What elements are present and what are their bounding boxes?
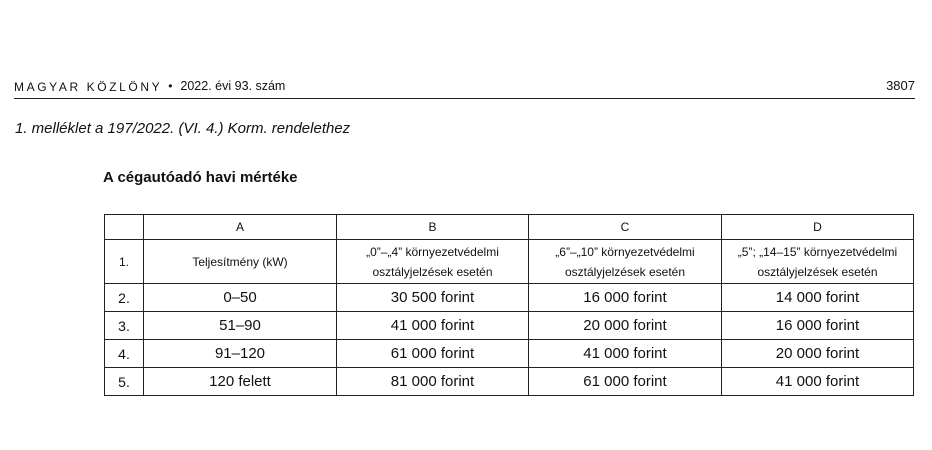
- power-range: 91–120: [144, 340, 337, 368]
- table-title: A cégautóadó havi mértéke: [103, 169, 298, 186]
- power-range: 120 felett: [144, 368, 337, 396]
- annex-label: 1. melléklet a 197/2022. (VI. 4.) Korm. rendelethez: [15, 120, 351, 137]
- rate-class-0-4: 61 000 forint: [337, 340, 529, 368]
- header-class-0-4: [337, 240, 529, 284]
- table-row: [105, 368, 914, 396]
- publication-name: MAGYAR KÖZLÖNY: [14, 80, 163, 94]
- column-letter-b: B: [337, 215, 529, 240]
- issue-label: 2022. évi 93. szám: [180, 79, 286, 93]
- header-power: Teljesítmény (kW): [144, 240, 337, 284]
- rates-table: [104, 214, 914, 396]
- header-class-5-14-15: [722, 240, 914, 284]
- header-bullet: •: [168, 79, 173, 93]
- power-range: 0–50: [144, 284, 337, 312]
- row-number: 5.: [105, 368, 144, 396]
- rate-class-6-10: 16 000 forint: [529, 284, 722, 312]
- header-line: osztályjelzések esetén: [757, 264, 878, 279]
- header-line: „6”–„10” környezetvédelmi: [555, 244, 695, 259]
- header-line: „5”; „14–15” környezetvédelmi: [737, 244, 898, 259]
- row-number: 2.: [105, 284, 144, 312]
- row-number: 3.: [105, 312, 144, 340]
- rate-class-5-14-15: 20 000 forint: [722, 340, 914, 368]
- rate-class-6-10: 20 000 forint: [529, 312, 722, 340]
- table-row: [105, 284, 914, 312]
- rate-class-6-10: 41 000 forint: [529, 340, 722, 368]
- rate-class-5-14-15: 14 000 forint: [722, 284, 914, 312]
- column-letter-a: A: [144, 215, 337, 240]
- page-header: [14, 78, 915, 99]
- header-line: osztályjelzések esetén: [564, 264, 686, 279]
- column-letter-d: D: [722, 215, 914, 240]
- column-letter-row: [105, 215, 914, 240]
- rate-class-0-4: 81 000 forint: [337, 368, 529, 396]
- page-number: 3807: [886, 78, 915, 93]
- row-number: 4.: [105, 340, 144, 368]
- rate-class-0-4: 41 000 forint: [337, 312, 529, 340]
- row-number: 1.: [105, 240, 144, 284]
- corner-cell: [105, 215, 144, 240]
- rate-class-5-14-15: 41 000 forint: [722, 368, 914, 396]
- rate-class-0-4: 30 500 forint: [337, 284, 529, 312]
- header-row: [105, 240, 914, 284]
- header-line: „0”–„4” környezetvédelmi: [366, 244, 499, 259]
- column-letter-c: C: [529, 215, 722, 240]
- table-row: [105, 312, 914, 340]
- power-range: 51–90: [144, 312, 337, 340]
- rate-class-5-14-15: 16 000 forint: [722, 312, 914, 340]
- table-row: [105, 340, 914, 368]
- header-class-6-10: [529, 240, 722, 284]
- rate-class-6-10: 61 000 forint: [529, 368, 722, 396]
- header-line: osztályjelzések esetén: [372, 264, 493, 279]
